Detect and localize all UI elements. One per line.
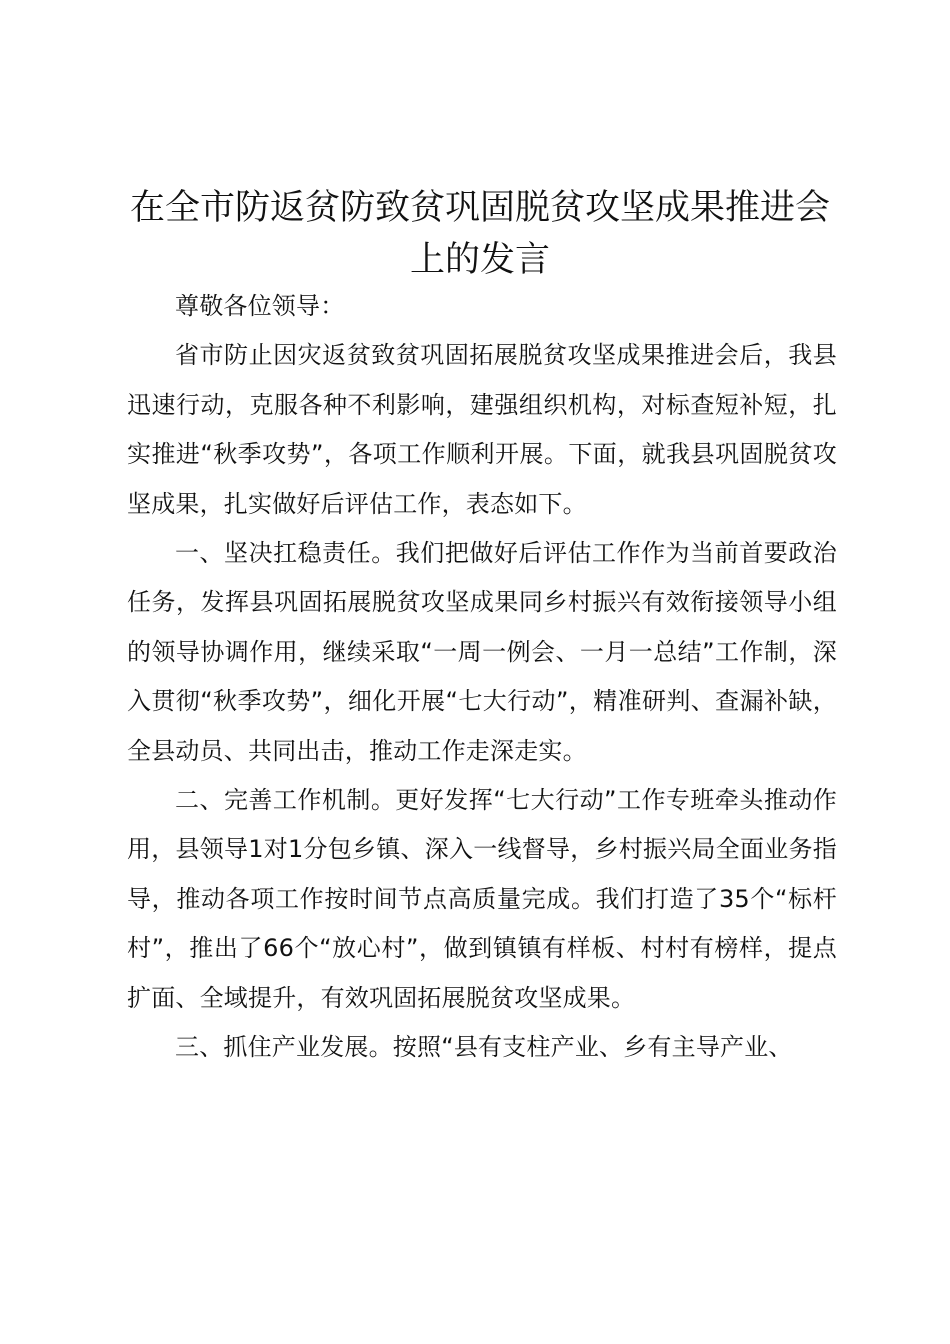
paragraph-section-2: 二、完善工作机制。更好发挥“七大行动”工作专班牵头推动作用，县领导1对1分包乡镇、深入一线督导，乡村振兴局全面业务指导，推动各项工作按时间节点高质量完成。我们打造了35个“标杆村”，推出了66个“放心村”，做到镇镇有样板、村村有榜样，提点扩面、全域提升，有效巩固拓展脱贫攻坚成果。 — [127, 786, 837, 1012]
document-title: 在全市防返贫防致贫巩固脱贫攻坚成果推进会上的发言 — [129, 188, 830, 280]
paragraph-section-1: 一、坚决扛稳责任。我们把做好后评估工作作为当前首要政治任务，发挥县巩固拓展脱贫攻坚成果同乡村振兴有效衔接领导小组的领导协调作用，继续采取“一周一例会、一月一总结”工作制，深入贯彻“秋季攻势”，细化开展“七大行动”，精准研判、查漏补缺，全县动员、共同出击，推动工作走深走实。 — [127, 539, 837, 765]
salutation: 尊敬各位领导： — [175, 292, 345, 320]
document-body — [127, 282, 837, 1073]
paragraph-section-3: 三、抓住产业发展。按照“县有支柱产业、乡有主导产业、 — [175, 1033, 793, 1062]
paragraph-intro: 省市防止因灾返贫致贫巩固拓展脱贫攻坚成果推进会后，我县迅速行动，克服各种不利影响，建强组织机构，对标查短补短，扎实推进“秋季攻势”，各项工作顺利开展。下面，就我县巩固脱贫攻坚成果，扎实做好后评估工作，表态如下。 — [127, 341, 837, 518]
